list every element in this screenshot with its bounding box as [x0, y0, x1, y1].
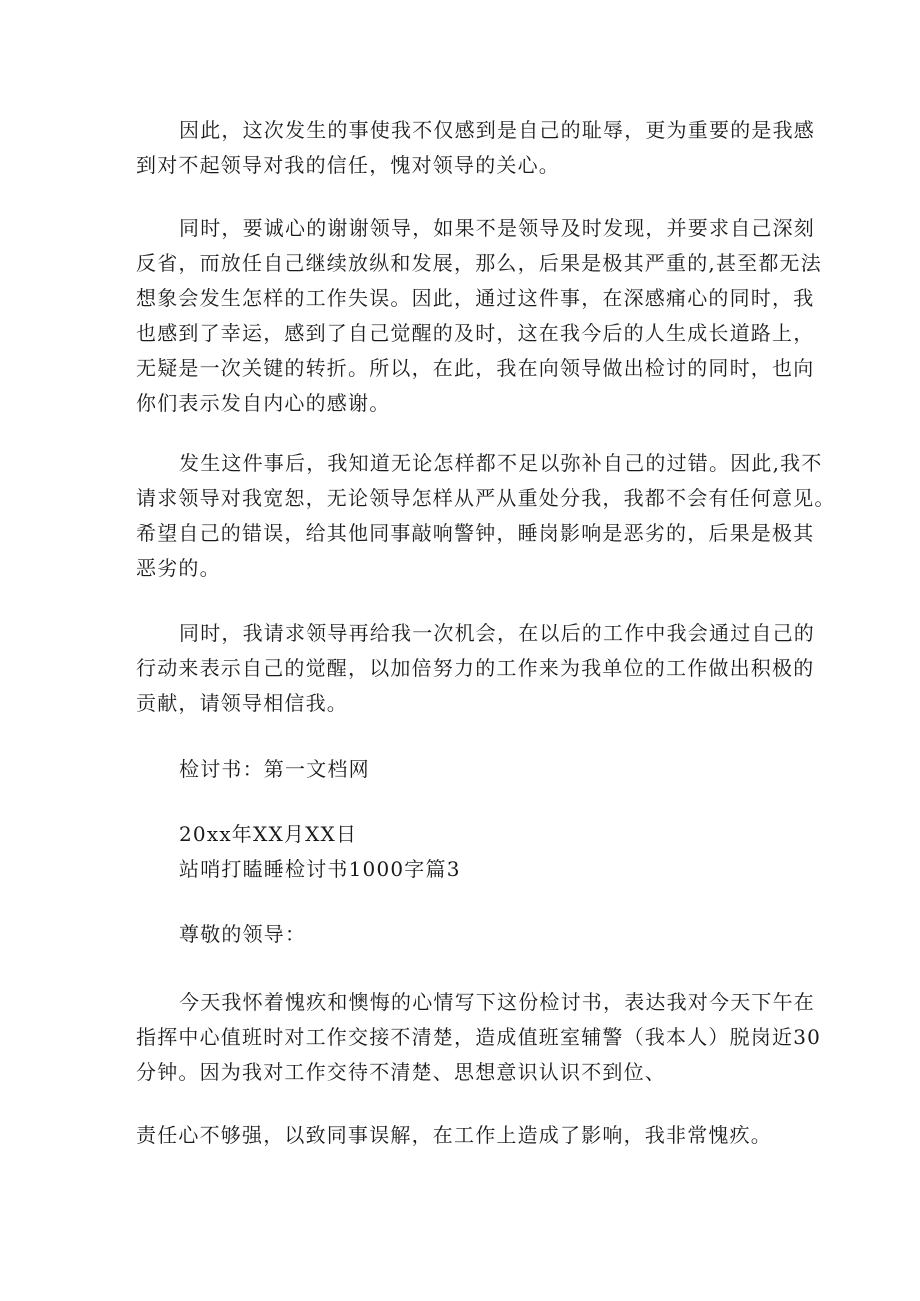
section-title: 站哨打瞌睡检讨书1000字篇3 [179, 857, 461, 881]
salutation: 尊敬的领导： [179, 922, 307, 946]
paragraph-line: 指挥中心值班时对工作交接不清楚，造成值班室辅警（我本人）脱岗近30 [136, 1025, 822, 1049]
paragraph-line: 发生这件事后，我知道无论怎样都不足以弥补自己的过错。因此,我不 [179, 451, 823, 475]
paragraph-line: 分钟。因为我对工作交待不清楚、思想意识认识不到位、 [136, 1060, 666, 1084]
paragraph-line: 请求领导对我宽恕，无论领导怎样从严从重处分我，我都不会有任何意见。 [136, 486, 836, 510]
paragraph-line: 无疑是一次关键的转折。所以，在此，我在向领导做出检讨的同时，也向 [136, 356, 815, 380]
paragraph-line: 你们表示发自内心的感谢。 [136, 391, 391, 415]
paragraph-5 [136, 985, 822, 1090]
paragraph-line: 贡献，请领导相信我。 [136, 691, 348, 715]
paragraph-line: 想象会发生怎样的工作失误。因此，通过这件事，在深感痛心的同时，我 [136, 286, 815, 310]
paragraph-3 [136, 446, 836, 586]
paragraph-line: 因此，这次发生的事使我不仅感到是自己的耻辱，更为重要的是我感 [179, 118, 815, 142]
paragraph-line: 同时，我请求领导再给我一次机会，在以后的工作中我会通过自己的 [179, 621, 815, 645]
paragraph-line: 到对不起领导对我的信任，愧对领导的关心。 [136, 153, 560, 177]
paragraph-line: 行动来表示自己的觉醒，以加倍努力的工作来为我单位的工作做出积极的 [136, 656, 815, 680]
paragraph-line: 今天我怀着愧疚和懊悔的心情写下这份检讨书，表达我对今天下午在 [179, 990, 815, 1014]
paragraph-1 [136, 113, 815, 183]
signature-line: 检讨书：第一文档网 [179, 757, 370, 781]
paragraph-line: 反省，而放任自己继续放纵和发展，那么，后果是极其严重的,甚至都无法 [136, 251, 822, 275]
date-line: 20xx年XX月XX日 [179, 822, 358, 846]
paragraph-2 [136, 211, 822, 421]
paragraph-line: 希望自己的错误，给其他同事敲响警钟，睡岗影响是恶劣的，后果是极其 [136, 521, 815, 545]
paragraph-line: 也感到了幸运，感到了自己觉醒的及时，这在我今后的人生成长道路上， [136, 321, 815, 345]
paragraph-4 [136, 616, 815, 721]
paragraph-line: 恶劣的。 [136, 556, 221, 580]
paragraph-6: 责任心不够强，以致同事误解，在工作上造成了影响，我非常愧疚。 [136, 1123, 772, 1147]
paragraph-line: 同时，要诚心的谢谢领导，如果不是领导及时发现，并要求自己深刻 [179, 216, 815, 240]
